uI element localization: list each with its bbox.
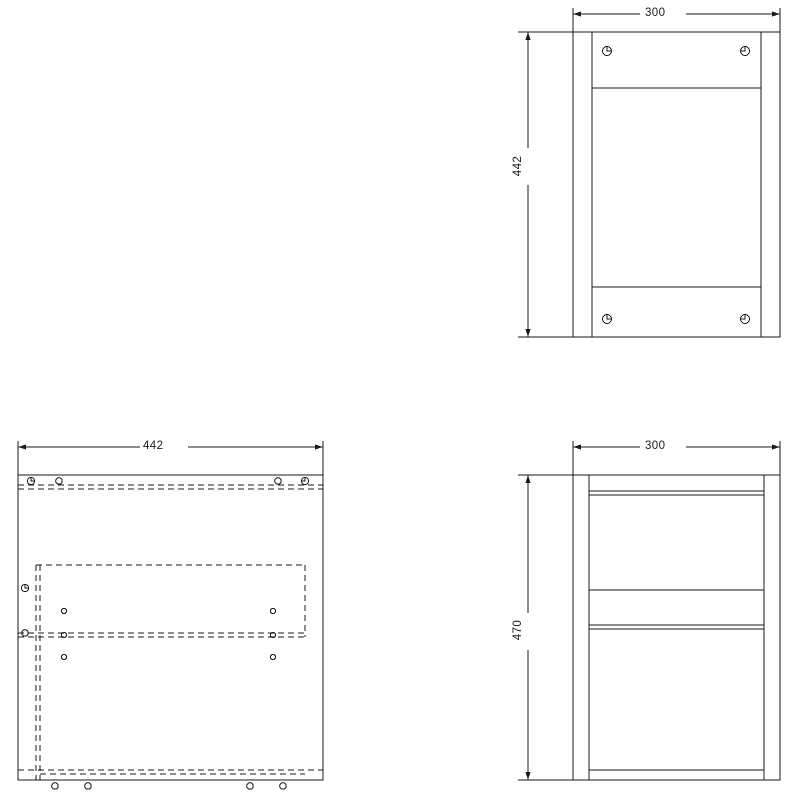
dim-plan-width [18,441,323,483]
dim-side-width-label: 300 [645,440,666,452]
hardware-fittings [21,477,308,789]
dim-side-width [573,441,780,483]
front-elevation-view [518,8,780,337]
dim-side-height [518,475,578,780]
dim-front-width [573,8,780,40]
dim-front-height-label: 442 [512,155,525,177]
dim-front-height [518,32,578,337]
plan-view [18,441,323,789]
side-elevation-view [518,441,780,780]
dim-plan-width-label: 442 [143,440,164,452]
dim-side-height-label: 470 [512,619,525,641]
dim-front-width-label: 300 [645,7,666,19]
